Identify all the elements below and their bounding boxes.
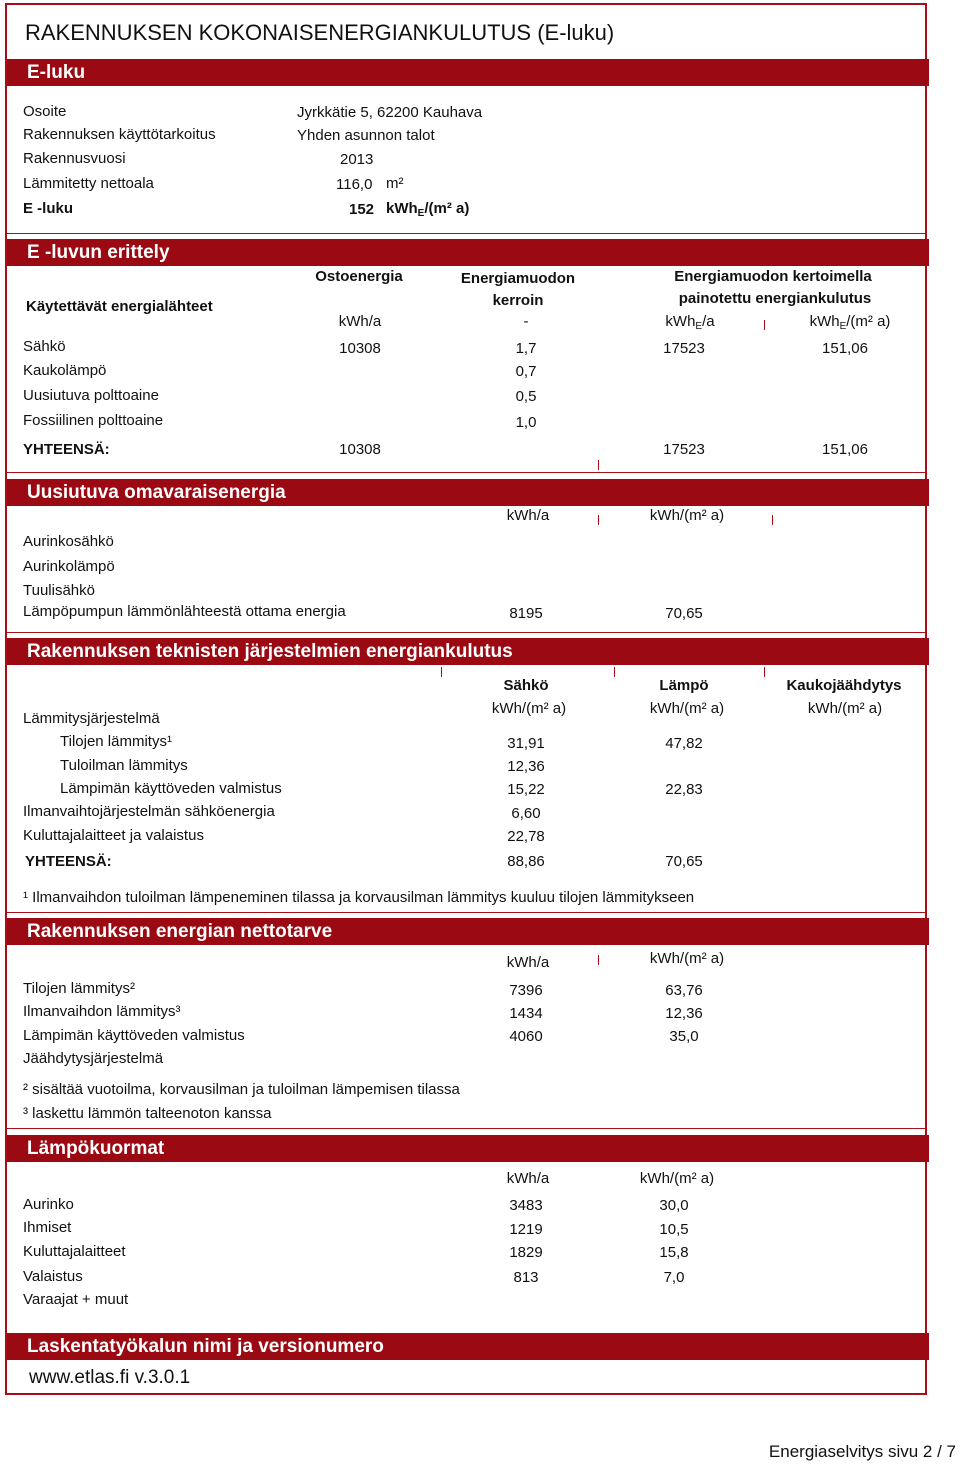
renewable-unit-a: kWh/a: [506, 507, 550, 524]
total-weighted-m2: 151,06: [822, 441, 868, 458]
net-row: Jäähdytysjärjestelmä: [23, 1050, 164, 1067]
source-factor: 1,0: [515, 414, 537, 431]
divider: [7, 912, 925, 913]
system-row: Ilmanvaihtojärjestelmän sähköenergia: [23, 803, 275, 820]
loads-unit-a: kWh/a: [506, 1170, 550, 1187]
eluku-label: E -luku: [23, 200, 74, 217]
section-header-net: Rakennuksen energian nettotarve: [7, 918, 929, 945]
net-row: Ilmanvaihdon lämmitys³: [23, 1003, 181, 1020]
system-heat: 47,82: [665, 735, 703, 752]
source-name: Sähkö: [23, 338, 66, 355]
col-cool: Kaukojäähdytys: [786, 677, 902, 694]
renewable-value-a: 8195: [509, 605, 543, 622]
net-value-a: 4060: [509, 1028, 543, 1045]
unit-heat: kWh/(m² a): [649, 700, 725, 717]
column-tick: [598, 460, 599, 470]
loads-row: Valaistus: [23, 1268, 83, 1285]
loads-value-b: 10,5: [659, 1221, 689, 1238]
renewable-row: Lämpöpumpun lämmönlähteestä ottama energia: [23, 603, 346, 620]
system-elec: 6,60: [511, 805, 541, 822]
system-elec: 22,78: [507, 828, 545, 845]
page-footer: Energiaselvitys sivu 2 / 7: [768, 1442, 956, 1461]
system-heat: 22,83: [665, 781, 703, 798]
unit-cool: kWh/(m² a): [807, 700, 883, 717]
year-value: 2013: [340, 151, 374, 168]
loads-value-a: 1829: [509, 1244, 543, 1261]
net-note-2: ² sisältää vuotoilma, korvausilman ja tuloilman lämpemisen tilassa: [23, 1081, 460, 1098]
loads-row: Varaajat + muut: [23, 1291, 129, 1308]
address-value: Jyrkkätie 5, 62200 Kauhava: [297, 104, 483, 121]
col-purchased: Ostoenergia: [315, 268, 403, 285]
section-header-eluku: E-luku: [7, 59, 929, 86]
net-note-3: ³ laskettu lämmön talteenoton kanssa: [23, 1105, 272, 1122]
total-weighted: 17523: [663, 441, 705, 458]
renewable-value-b: 70,65: [665, 605, 703, 622]
system-row: Tuloilman lämmitys: [60, 757, 188, 774]
divider: [7, 472, 925, 473]
column-tick: [598, 955, 599, 965]
system-elec: 31,91: [507, 735, 545, 752]
renewable-row: Aurinkosähkö: [23, 533, 114, 550]
loads-value-a: 3483: [509, 1197, 543, 1214]
page-title: RAKENNUKSEN KOKONAISENERGIANKULUTUS (E-luku): [25, 20, 615, 45]
loads-unit-b: kWh/(m² a): [639, 1170, 715, 1187]
col-elec: Sähkö: [503, 677, 549, 694]
col-weighted-2: painotettu energiankulutus: [678, 290, 872, 307]
renewable-row: Aurinkolämpö: [23, 558, 115, 575]
year-label: Rakennusvuosi: [23, 150, 126, 167]
source-factor: 0,5: [515, 388, 537, 405]
column-tick: [441, 667, 442, 677]
column-tick: [764, 320, 765, 330]
section-header-systems: Rakennuksen teknisten järjestelmien energiankulutus: [7, 638, 929, 665]
loads-value-a: 1219: [509, 1221, 543, 1238]
column-tick: [598, 515, 599, 525]
loads-row: Aurinko: [23, 1196, 74, 1213]
divider: [7, 1128, 925, 1129]
col-sources: Käytettävät energialähteet: [26, 298, 213, 315]
address-label: Osoite: [23, 103, 67, 120]
total-purchased: 10308: [339, 441, 381, 458]
net-value-b: 12,36: [665, 1005, 703, 1022]
divider: [7, 632, 925, 633]
unit-weighted-b: kWh$_E$/(m² a): [809, 313, 891, 332]
systems-total-heat: 70,65: [665, 853, 703, 870]
systems-total-label: YHTEENSÄ:: [25, 853, 112, 870]
net-row: Lämpimän käyttöveden valmistus: [23, 1027, 245, 1044]
section-header-renewable: Uusiutuva omavaraisenergia: [7, 479, 929, 506]
column-tick: [772, 515, 773, 525]
system-row: Kuluttajalaitteet ja valaistus: [23, 827, 204, 844]
net-value-a: 1434: [509, 1005, 543, 1022]
col-heat: Lämpö: [659, 677, 709, 694]
source-factor: 0,7: [515, 363, 537, 380]
loads-value-a: 813: [513, 1269, 539, 1286]
divider: [7, 233, 925, 234]
source-weighted-m2: 151,06: [822, 340, 868, 357]
loads-value-b: 15,8: [659, 1244, 689, 1261]
use-value: Yhden asunnon talot: [297, 127, 435, 144]
eluku-value: 152: [349, 201, 375, 218]
system-elec: 12,36: [507, 758, 545, 775]
net-value-b: 35,0: [669, 1028, 699, 1045]
use-label: Rakennuksen käyttötarkoitus: [23, 126, 216, 143]
source-factor: 1,7: [515, 340, 537, 357]
unit-elec: kWh/(m² a): [491, 700, 567, 717]
loads-value-b: 30,0: [659, 1197, 689, 1214]
source-name: Kaukolämpö: [23, 362, 107, 379]
total-label: YHTEENSÄ:: [23, 441, 110, 458]
system-row: Lämpimän käyttöveden valmistus: [60, 780, 282, 797]
column-tick: [764, 667, 765, 677]
system-elec: 15,22: [507, 781, 545, 798]
col-weighted-1: Energiamuodon kertoimella: [674, 268, 872, 285]
source-name: Uusiutuva polttoaine: [23, 387, 159, 404]
loads-value-b: 7,0: [663, 1269, 685, 1286]
renewable-unit-b: kWh/(m² a): [649, 507, 725, 524]
area-unit: m²: [386, 175, 404, 192]
net-value-a: 7396: [509, 982, 543, 999]
section-header-loads: Lämpökuormat: [7, 1135, 929, 1162]
systems-total-elec: 88,86: [507, 853, 545, 870]
system-row: Tilojen lämmitys¹: [60, 733, 172, 750]
area-label: Lämmitetty nettoala: [23, 175, 154, 192]
systems-footnote: ¹ Ilmanvaihdon tuloilman lämpeneminen tilassa ja korvausilman lämmitys kuuluu tilojen lämmitykseen: [23, 889, 695, 906]
net-unit-a: kWh/a: [506, 954, 550, 971]
eluku-unit: kWh$_E$/(m² a): [386, 200, 470, 219]
net-row: Tilojen lämmitys²: [23, 980, 135, 997]
source-weighted: 17523: [663, 340, 705, 357]
column-tick: [614, 667, 615, 677]
section-header-tool: Laskentatyökalun nimi ja versionumero: [7, 1333, 929, 1360]
unit-weighted-a: kWh$_E$/a: [665, 313, 715, 332]
renewable-row: Tuulisähkö: [23, 582, 95, 599]
net-unit-b: kWh/(m² a): [649, 950, 725, 967]
tool-value: www.etlas.fi v.3.0.1: [29, 1367, 191, 1388]
group-label: Lämmitysjärjestelmä: [23, 710, 160, 727]
col-factor-2: kerroin: [492, 292, 544, 309]
source-purchased: 10308: [339, 340, 381, 357]
net-value-b: 63,76: [665, 982, 703, 999]
unit-factor: -: [523, 313, 529, 330]
unit-purchased: kWh/a: [338, 313, 382, 330]
area-value: 116,0: [336, 176, 373, 193]
source-name: Fossiilinen polttoaine: [23, 412, 164, 429]
loads-row: Ihmiset: [23, 1219, 72, 1236]
section-header-erittely: E -luvun erittely: [7, 239, 929, 266]
loads-row: Kuluttajalaitteet: [23, 1243, 126, 1260]
col-factor-1: Energiamuodon: [460, 270, 576, 287]
